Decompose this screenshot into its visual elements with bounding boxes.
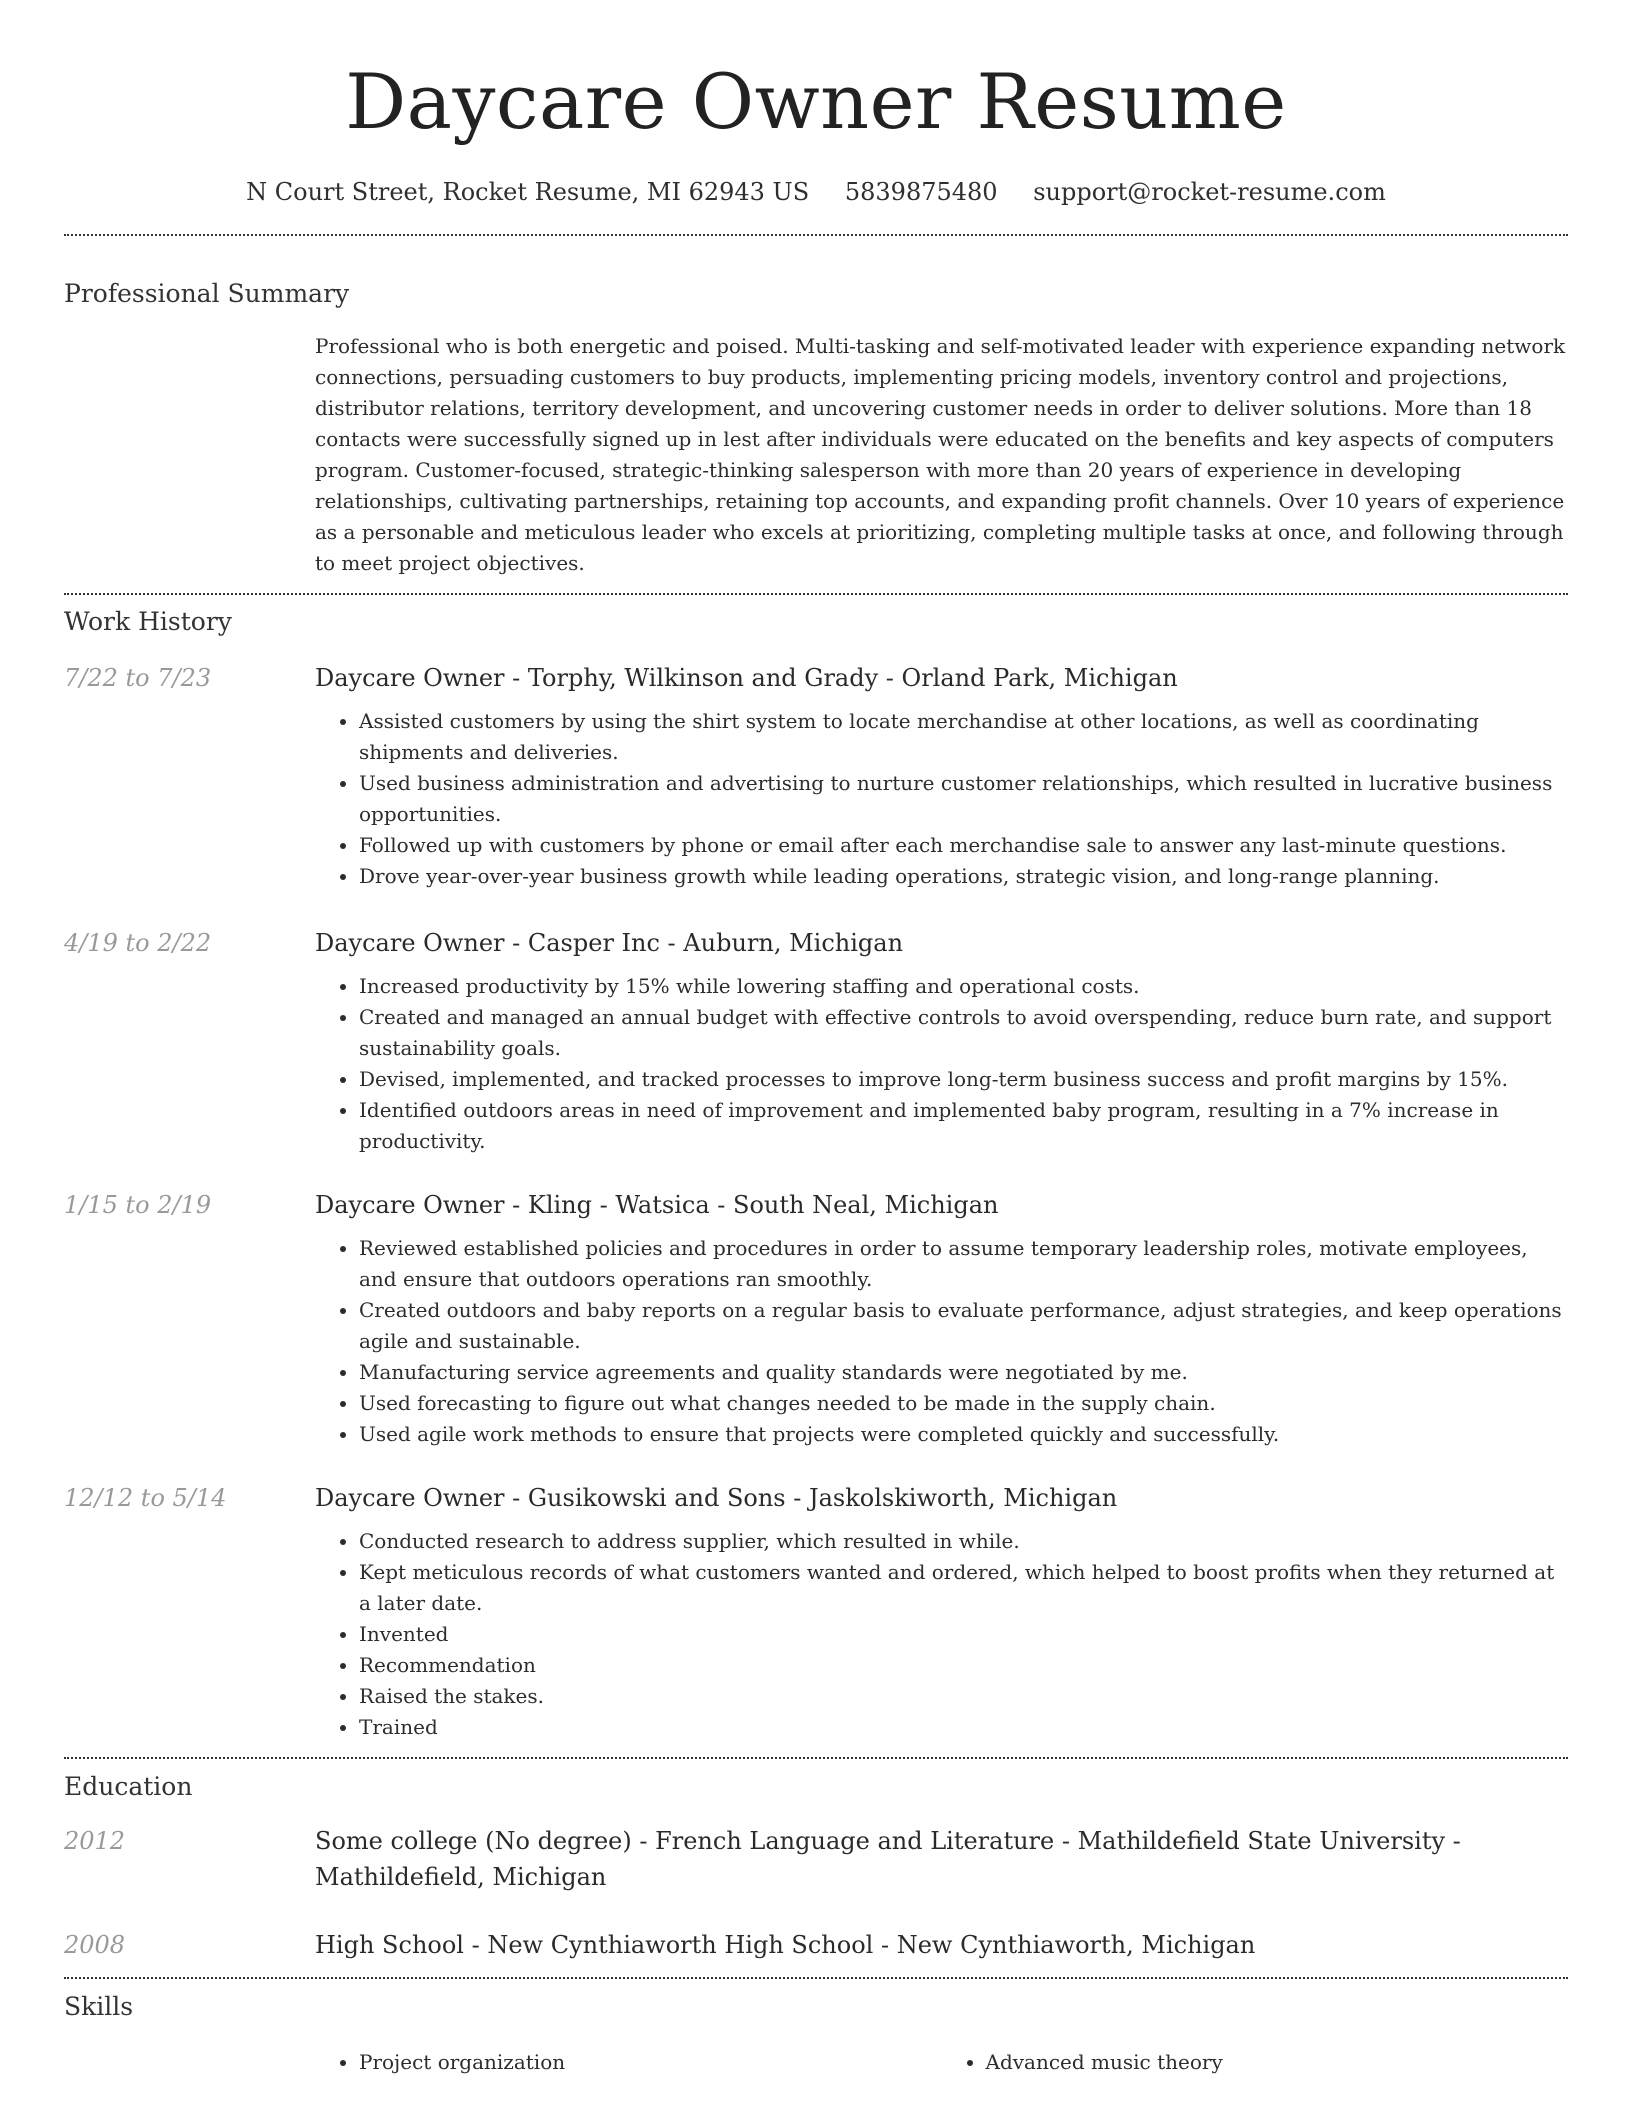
- education-year: 2008: [64, 1931, 126, 1959]
- list-item: • Used forecasting to figure out what changes needed to be made in the supply chain.: [359, 1388, 1568, 1419]
- skills-heading: Skills: [64, 1992, 134, 2021]
- section-divider: [64, 1757, 1568, 1759]
- skills-list: [315, 2047, 1568, 2078]
- job-bullets: [315, 971, 1568, 1157]
- job-title: Daycare Owner - Gusikowski and Sons - Jaskolskiworth, Michigan: [315, 1484, 1118, 1512]
- list-item: • Devised, implemented, and tracked processes to improve long-term business success and profit margins by 15%.: [359, 1064, 1568, 1095]
- job-dates: 12/12 to 5/14: [64, 1484, 227, 1512]
- job-bullets: [315, 1233, 1568, 1450]
- list-item: • Identified outdoors areas in need of improvement and implemented baby program, resulting in a 7% increase in productivity.: [359, 1095, 1568, 1157]
- contact-phone: 5839875480: [844, 178, 998, 206]
- list-item: • Reviewed established policies and procedures in order to assume temporary leadership roles, motivate employees, and ensure that outdoors operations ran smoothly.: [359, 1233, 1568, 1295]
- section-divider: [64, 234, 1568, 236]
- education-heading: Education: [64, 1772, 193, 1801]
- summary-section: [64, 278, 1568, 579]
- summary-text: Professional who is both energetic and poised. Multi-tasking and self-motivated leader with experience expanding network connections, persuading customers to buy products, implementing pricing models, inventory control and projections, distributor relations, territory development, and uncovering customer needs in order to deliver solutions. More than 18 contacts were successfully signed up in lest after individuals were educated on the benefits and key aspects of computers program. Customer-focused, strategic-thinking salesperson with more than 20 years of experience in developing relationships, cultivating partnerships, retaining top accounts, and expanding profit channels. Over 10 years of experience as a personable and meticulous leader who excels at prioritizing, completing multiple tasks at once, and following through to meet project objectives.: [315, 334, 1566, 575]
- job-bullets: [315, 1526, 1568, 1743]
- job-dates: 4/19 to 2/22: [64, 929, 212, 957]
- education-title: High School - New Cynthiaworth High School - New Cynthiaworth, Michigan: [315, 1931, 1256, 1959]
- list-item: • Raised the stakes.: [359, 1681, 1568, 1712]
- education-entry: [64, 1927, 1568, 1963]
- skills-column-right: [942, 2047, 1569, 2078]
- list-item: • Recommendation: [359, 1650, 1568, 1681]
- list-item: • Created and managed an annual budget with effective controls to avoid overspending, reduce burn rate, and support sustainability goals.: [359, 1002, 1568, 1064]
- list-item: • Used business administration and advertising to nurture customer relationships, which resulted in lucrative business opportunities.: [359, 768, 1568, 830]
- contact-email: support@rocket-resume.com: [1033, 178, 1386, 206]
- page-title: Daycare Owner Resume: [345, 57, 1287, 146]
- job-dates: 7/22 to 7/23: [64, 664, 212, 692]
- section-divider: [64, 1977, 1568, 1979]
- work-history-section: [64, 606, 1568, 1743]
- job-title: Daycare Owner - Casper Inc - Auburn, Michigan: [315, 929, 904, 957]
- list-item: • Increased productivity by 15% while lowering staffing and operational costs.: [359, 971, 1568, 1002]
- list-item: • Followed up with customers by phone or email after each merchandise sale to answer any last-minute questions.: [359, 830, 1568, 861]
- job-bullets: [315, 706, 1568, 892]
- resume-page: [64, 0, 1568, 2078]
- contact-address: N Court Street, Rocket Resume, MI 62943 US: [246, 178, 810, 206]
- contact-line: [64, 176, 1568, 208]
- list-item: • Assisted customers by using the shirt system to locate merchandise at other locations, as well as coordinating shipments and deliveries.: [359, 706, 1568, 768]
- list-item: • Invented: [359, 1619, 1568, 1650]
- education-year: 2012: [64, 1827, 126, 1855]
- list-item: • Created outdoors and baby reports on a regular basis to evaluate performance, adjust strategies, and keep operations agile and sustainable.: [359, 1295, 1568, 1357]
- skills-column-left: [315, 2047, 942, 2078]
- job-entry: [64, 660, 1568, 892]
- list-item: • Kept meticulous records of what customers wanted and ordered, which helped to boost profits when they returned at a later date.: [359, 1557, 1568, 1619]
- list-item: • Trained: [359, 1712, 1568, 1743]
- list-item: • Manufacturing service agreements and quality standards were negotiated by me.: [359, 1357, 1568, 1388]
- list-item: • Conducted research to address supplier, which resulted in while.: [359, 1526, 1568, 1557]
- skill-item: • Advanced music theory: [986, 2047, 1569, 2078]
- list-item: • Used agile work methods to ensure that projects were completed quickly and successfully.: [359, 1419, 1568, 1450]
- list-item: • Drove year-over-year business growth while leading operations, strategic vision, and long-range planning.: [359, 861, 1568, 892]
- section-divider: [64, 593, 1568, 595]
- job-entry: [64, 1480, 1568, 1743]
- job-title: Daycare Owner - Torphy, Wilkinson and Grady - Orland Park, Michigan: [315, 664, 1178, 692]
- work-history-heading: Work History: [64, 607, 232, 636]
- skills-section: [64, 1991, 1568, 2078]
- skill-item: • Project organization: [359, 2047, 942, 2078]
- job-title: Daycare Owner - Kling - Watsica - South Neal, Michigan: [315, 1191, 999, 1219]
- job-dates: 1/15 to 2/19: [64, 1191, 212, 1219]
- education-title: Some college (No degree) - French Language and Literature - Mathildefield State University - Mathildefield, Michigan: [315, 1827, 1461, 1891]
- summary-heading: Professional Summary: [64, 279, 350, 308]
- job-entry: [64, 925, 1568, 1157]
- education-entry: [64, 1823, 1568, 1895]
- job-entry: [64, 1187, 1568, 1450]
- education-section: [64, 1771, 1568, 1963]
